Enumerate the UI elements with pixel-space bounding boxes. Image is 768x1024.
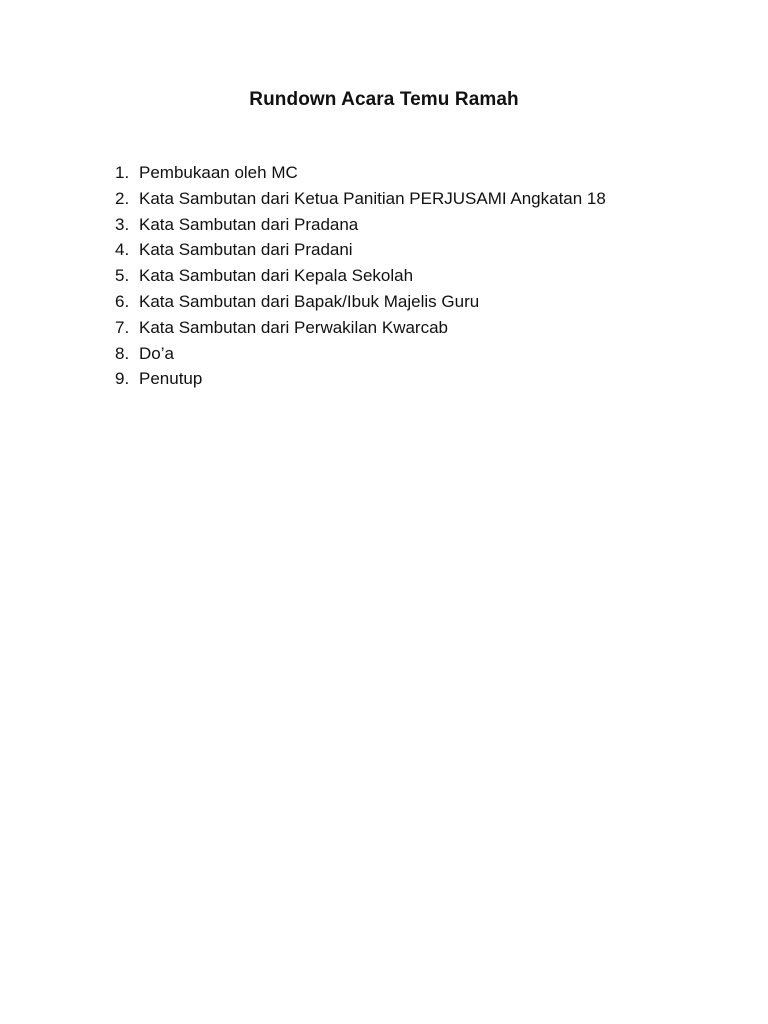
item-number: 5.: [115, 266, 130, 286]
item-text: Kata Sambutan dari Ketua Panitian PERJUSAMI Angkatan 18: [139, 188, 606, 208]
item-number: 9.: [115, 369, 130, 389]
item-text: Do’a: [139, 343, 174, 363]
agenda-item: [115, 160, 606, 186]
item-text: Penutup: [139, 369, 203, 389]
document-title: Rundown Acara Temu Ramah: [249, 89, 519, 110]
item-text: Kata Sambutan dari Bapak/Ibuk Majelis Guru: [139, 291, 480, 311]
item-number: 7.: [115, 317, 130, 337]
item-number: 2.: [115, 188, 130, 208]
agenda-item: [115, 186, 606, 212]
agenda-item: [115, 366, 606, 392]
agenda-item: [115, 315, 606, 341]
item-text: Kata Sambutan dari Perwakilan Kwarcab: [139, 317, 448, 337]
item-number: 4.: [115, 240, 130, 260]
agenda-item: [115, 341, 606, 367]
item-number: 3.: [115, 214, 130, 234]
item-number: 1.: [115, 163, 130, 182]
item-number: 6.: [115, 291, 130, 311]
agenda-item: [115, 289, 606, 315]
item-text: Kata Sambutan dari Pradani: [139, 240, 353, 260]
agenda-item: [115, 212, 606, 238]
item-number: 8.: [115, 343, 130, 363]
agenda-list: [115, 160, 606, 392]
item-text: Kata Sambutan dari Pradana: [139, 214, 359, 234]
agenda-item: [115, 237, 606, 263]
item-text: Kata Sambutan dari Kepala Sekolah: [139, 266, 414, 286]
agenda-item: [115, 263, 606, 289]
item-text: Pembukaan oleh MC: [139, 163, 298, 182]
